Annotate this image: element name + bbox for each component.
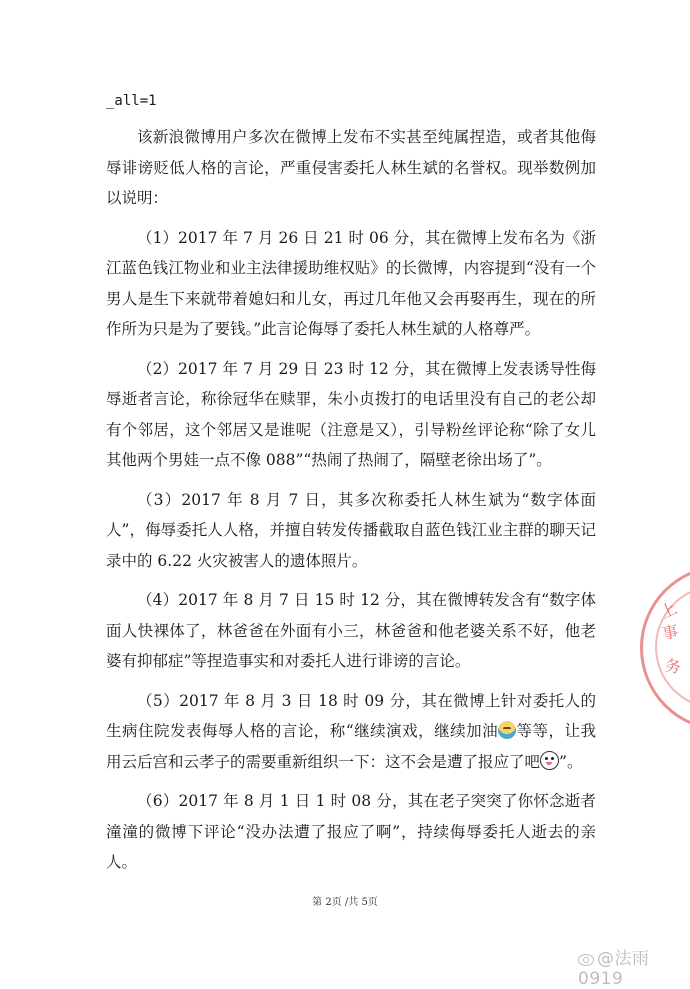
item-3-paragraph: （3）2017 年 8 月 7 日，其多次称委托人林生斌为“数字体面人”，侮辱委托人人格，并擅自转发传播截取自蓝色钱江业主群的聊天记录中的 6.22 火灾被害人的遗体照片。 xyxy=(106,490,596,570)
seal-char-1: 上 xyxy=(657,598,680,623)
item-6-paragraph: （6）2017 年 8 月 1 日 1 时 08 分，其在老子突突了你怀念逝者潼潼的微博下评论“没办法遭了报应了啊”，持续侮辱委托人逝去的亲人。 xyxy=(106,792,596,871)
intro-paragraph: 该新浪微博用户多次在微博上发布不实甚至纯属捏造，或者其他侮辱诽谤贬低人格的言论，严重侵害委托人林生斌的名誉权。现举数例加以说明： xyxy=(106,128,596,207)
text-fragment: _all=1 xyxy=(106,93,157,109)
item-4-paragraph: （4）2017 年 8 月 7 日 15 时 12 分，其在微博转发含有“数字体面人快裸体了，林爸爸在外面有小三，林爸爸和他老婆关系不好，他老婆有抑郁症”等捏造事实和对委托人进行诽谤的言论。 xyxy=(106,591,596,670)
seal-char-3: 务 xyxy=(663,655,683,678)
weibo-watermark xyxy=(578,944,690,989)
seal-char-2: 事 xyxy=(660,621,680,644)
page-number-footer: 第 2页 /共 5页 xyxy=(312,897,378,908)
weibo-logo-icon xyxy=(578,952,594,965)
item-5-paragraph xyxy=(106,686,596,778)
watermark-text: @法雨0919 xyxy=(578,949,650,989)
item-1-paragraph: （1）2017 年 7 月 26 日 21 时 06 分，其在微博上发布名为《浙江蓝色钱江物业和业主法律援助维权贴》的长微博，内容提到“没有一个男人是生下来就带着媳妇和儿女，再过几年他又会再娶再生，现在的所作所为只是为了要钱。”此言论侮辱了委托人林生斌的人格尊严。 xyxy=(106,228,596,338)
bless-emoji-icon xyxy=(498,721,516,739)
item-5-text-middle: 等等，让我用云后宫和云孝子的需要重新组织一下：这不会是遭了报应了吧 xyxy=(106,722,596,771)
item-5-text-after: ”。 xyxy=(559,752,583,771)
dog-face-emoji-icon xyxy=(540,751,559,770)
item-2-paragraph: （2）2017 年 7 月 29 日 23 时 12 分，其在微博上发表诱导性侮辱逝者言论，称徐冠华在赎罪，朱小贞拨打的电话里没有自己的老公却有个邻居，这个邻居又是谁呢（注意是又），引导粉丝评论称“除了女儿其他两个男娃一点不像 088”“热闹了热闹了，隔壁老徐出场了”。 xyxy=(106,359,596,469)
item-5-text-before: （5）2017 年 8 月 3 日 18 时 09 分，其在微博上针对委托人的生病住院发表侮辱人格的言论，称“继续演戏，继续加油 xyxy=(106,691,596,740)
document-body xyxy=(106,86,596,887)
